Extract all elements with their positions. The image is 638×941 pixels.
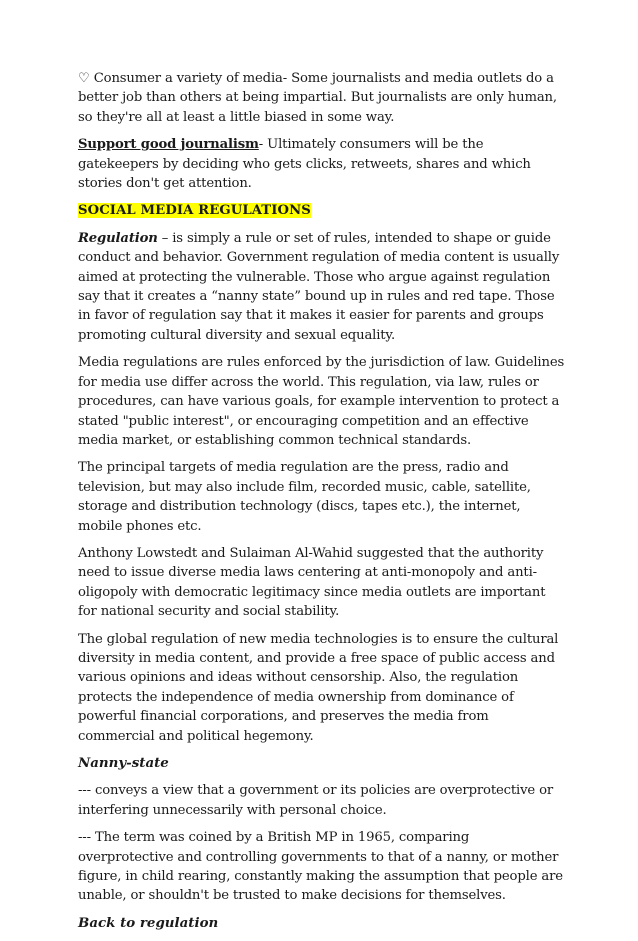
paragraph-media-regulations: Media regulations are rules enforced by the jurisdiction of law. Guidelines for media use differ across the world. This regulation, via law, rules or procedures, can have various goals, for example intervention to protect a stated "public interest", or encouraging competition and an effective media market, or establishing common technical standards. <box>78 355 565 448</box>
subheading-nanny-state: Nanny-state <box>78 755 169 771</box>
section-heading <box>78 201 566 220</box>
paragraph-text: – is simply a rule or set of rules, intended to shape or guide conduct and behavior. Government regulation of media content is usually aimed at protecting the vulnerable. Those who argue against regulation say that it creates a “nanny state” bound up in rules and red tape. Those in favor of regulation say that it makes it easier for parents and groups promoting cultural diversity and sexual equality. <box>78 230 560 343</box>
support-journalism-lead: Support good journalism <box>78 137 259 153</box>
heart-bullet-icon: ♡ <box>78 71 90 86</box>
subheading-back-to-regulation: Back to regulation <box>78 914 219 931</box>
paragraph-lowstedt: Anthony Lowstedt and Sulaiman Al-Wahid suggested that the authority need to issue diverse media laws centering at anti-monopoly and anti-oligopoly with democratic legitimacy since media outlets are important for national security and social stability. <box>78 545 546 620</box>
paragraph-consumer-variety <box>78 69 566 127</box>
paragraph-text: - Ultimately consumers will be the gatekeepers by deciding who gets clicks, retweets, shares and which stories don't get attention. <box>78 137 531 192</box>
paragraph-nanny-view: --- conveys a view that a government or its policies are overprotective or interfering unnecessarily with personal choice. <box>78 783 554 818</box>
paragraph-regulation-definition <box>78 229 566 345</box>
paragraph-principal-targets: The principal targets of media regulation are the press, radio and television, but may also include film, recorded music, cable, satellite, storage and distribution technology (discs, tapes etc.), the internet, mobile phones etc. <box>78 460 531 534</box>
highlighted-heading-text: SOCIAL MEDIA REGULATIONS <box>78 203 311 219</box>
regulation-term: Regulation <box>78 230 158 246</box>
document-page <box>78 69 566 941</box>
paragraph-nanny-term: --- The term was coined by a British MP in 1965, comparing overprotective and controlling governments to that of a nanny, or mother figure, in child rearing, constantly making the assumption that people are unable, or shouldn't be trusted to make decisions for themselves. <box>78 830 563 904</box>
paragraph-support-journalism <box>78 135 566 193</box>
paragraph-global-regulation: The global regulation of new media technologies is to ensure the cultural diversity in media content, and provide a free space of public access and various opinions and ideas without censorship. Also, the regulation protects the independence of media ownership from dominance of powerful financial corporations, and preserves the media from commercial and political hegemony. <box>78 631 559 744</box>
paragraph-text: Consumer a variety of media- Some journalists and media outlets do a better job than others at being impartial. But journalists are only human, so they're all at least a little biased in some way. <box>78 71 557 125</box>
